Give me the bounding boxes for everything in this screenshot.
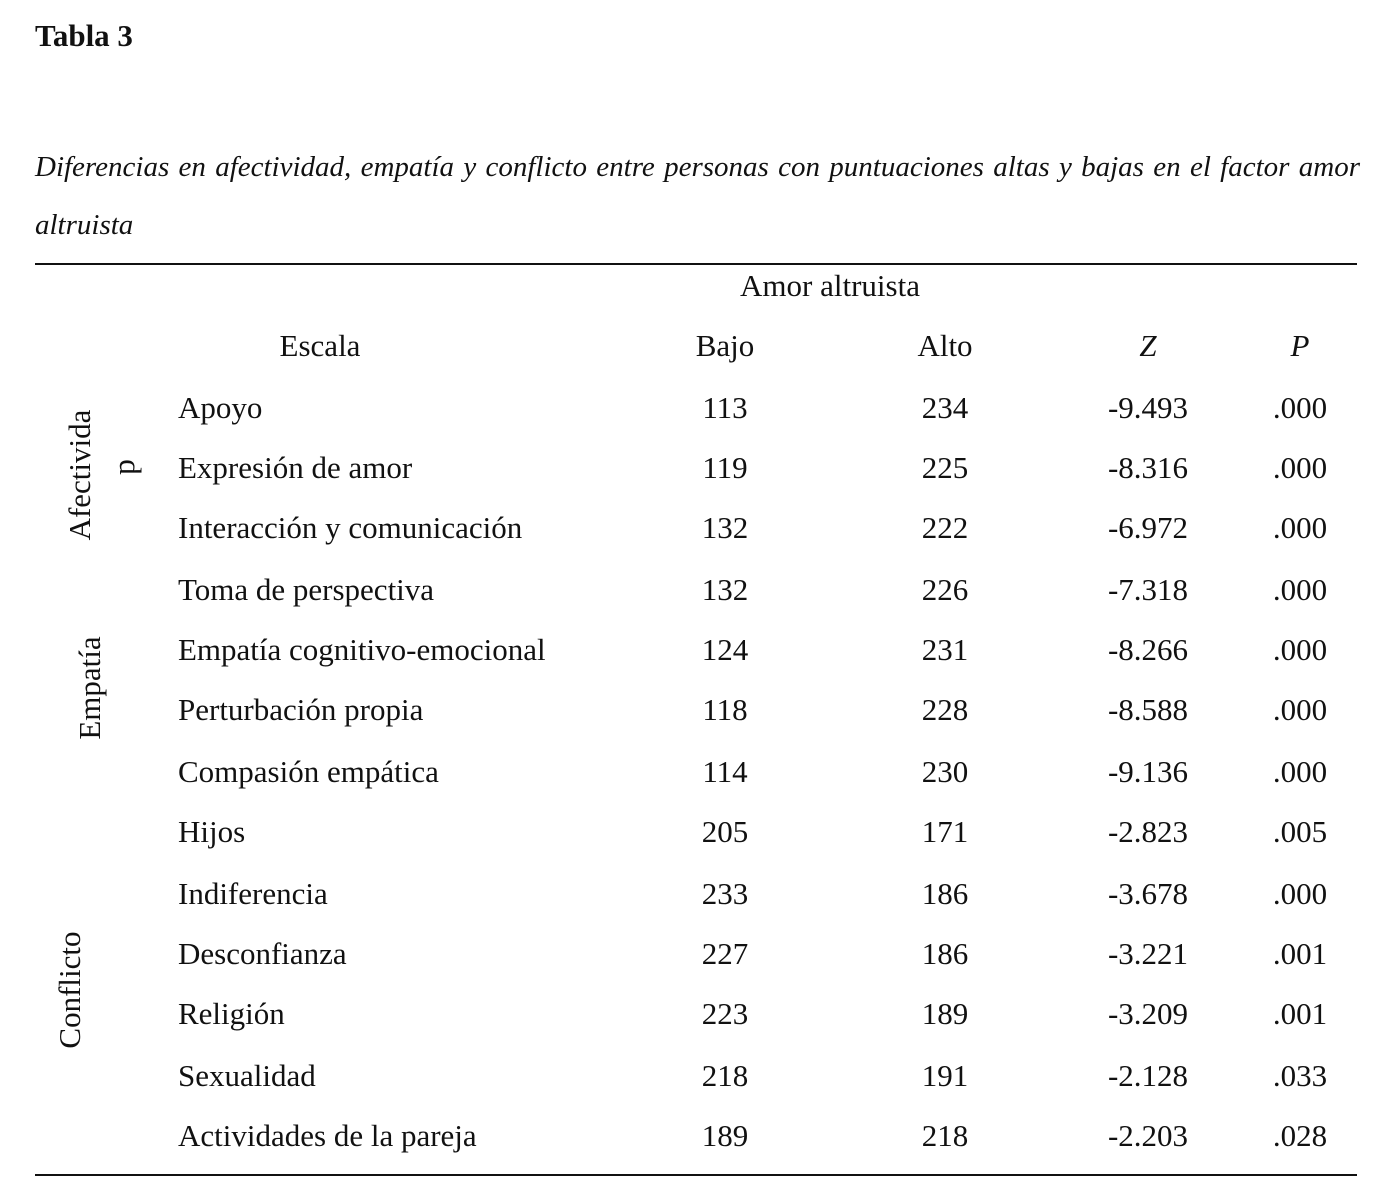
- cell-escala: Desconfianza: [178, 936, 347, 971]
- table-row: [0, 1056, 1374, 1096]
- table-row: [0, 690, 1374, 730]
- cell-z: -9.136: [1107, 754, 1189, 789]
- cell-p: .000: [1272, 390, 1328, 425]
- spanner-header: Amor altruista: [740, 268, 920, 303]
- cell-z: -3.221: [1107, 936, 1189, 971]
- group-label-afectividad: Afectivida: [62, 409, 97, 541]
- group-label-conflicto: Conflicto: [52, 931, 87, 1049]
- cell-escala: Apoyo: [178, 390, 263, 425]
- cell-alto: 189: [921, 996, 969, 1031]
- table-row: [0, 630, 1374, 670]
- cell-z: -8.588: [1107, 692, 1189, 727]
- cell-z: -7.318: [1107, 572, 1189, 607]
- header-bajo: Bajo: [695, 328, 755, 363]
- cell-z: -6.972: [1107, 510, 1189, 545]
- cell-z: -3.678: [1107, 876, 1189, 911]
- cell-escala: Perturbación propia: [178, 692, 424, 727]
- table-row: [0, 812, 1374, 852]
- cell-escala: Actividades de la pareja: [178, 1118, 477, 1153]
- cell-p: .000: [1272, 754, 1328, 789]
- cell-alto: 186: [921, 876, 969, 911]
- cell-escala: Toma de perspectiva: [178, 572, 435, 607]
- cell-bajo: 223: [701, 996, 749, 1031]
- cell-bajo: 114: [702, 754, 748, 789]
- table-row: [0, 934, 1374, 974]
- cell-bajo: 233: [701, 876, 749, 911]
- cell-p: .000: [1272, 510, 1328, 545]
- bottom-rule: [35, 1174, 1357, 1176]
- cell-p: .000: [1272, 572, 1328, 607]
- header-p: P: [1290, 328, 1310, 363]
- cell-escala: Sexualidad: [178, 1058, 316, 1093]
- cell-bajo: 132: [701, 572, 749, 607]
- table-row: [0, 752, 1374, 792]
- cell-p: .033: [1272, 1058, 1328, 1093]
- cell-p: .001: [1272, 936, 1328, 971]
- cell-z: -9.493: [1107, 390, 1189, 425]
- cell-p: .000: [1272, 876, 1328, 911]
- table-row: [0, 994, 1374, 1034]
- cell-escala: Empatía cognitivo-emocional: [178, 632, 546, 667]
- cell-z: -2.823: [1107, 814, 1189, 849]
- cell-p: .000: [1272, 450, 1328, 485]
- cell-escala: Expresión de amor: [178, 450, 413, 485]
- group-label-empatia: Empatía: [72, 636, 107, 740]
- cell-alto: 186: [921, 936, 969, 971]
- cell-z: -2.128: [1107, 1058, 1189, 1093]
- table-row: [0, 874, 1374, 914]
- cell-alto: 230: [921, 754, 969, 789]
- table-row: [0, 570, 1374, 610]
- table-label: Tabla 3: [35, 18, 133, 53]
- cell-alto: 171: [921, 814, 969, 849]
- cell-escala: Compasión empática: [178, 754, 439, 789]
- cell-alto: 222: [921, 510, 969, 545]
- cell-alto: 231: [921, 632, 969, 667]
- cell-alto: 226: [921, 572, 969, 607]
- cell-alto: 234: [921, 390, 969, 425]
- cell-bajo: 189: [701, 1118, 749, 1153]
- cell-bajo: 227: [701, 936, 749, 971]
- cell-z: -3.209: [1107, 996, 1189, 1031]
- cell-escala: Interacción y comunicación: [178, 510, 523, 545]
- cell-z: -8.316: [1107, 450, 1189, 485]
- cell-p: .005: [1272, 814, 1328, 849]
- cell-escala: Indiferencia: [178, 876, 328, 911]
- cell-z: -2.203: [1107, 1118, 1189, 1153]
- cell-bajo: 118: [702, 692, 748, 727]
- group-label-afectividad-tail: d: [113, 459, 148, 475]
- cell-alto: 191: [921, 1058, 969, 1093]
- top-rule: [35, 263, 1357, 265]
- cell-alto: 228: [921, 692, 969, 727]
- table-row: [0, 448, 1374, 488]
- cell-p: .000: [1272, 692, 1328, 727]
- cell-bajo: 218: [701, 1058, 749, 1093]
- cell-p: .028: [1272, 1118, 1328, 1153]
- cell-alto: 225: [921, 450, 969, 485]
- cell-bajo: 124: [701, 632, 749, 667]
- header-escala: Escala: [279, 328, 361, 363]
- cell-z: -8.266: [1107, 632, 1189, 667]
- cell-bajo: 132: [701, 510, 749, 545]
- table-row: [0, 1116, 1374, 1156]
- cell-p: .000: [1272, 632, 1328, 667]
- header-z: Z: [1139, 328, 1157, 363]
- cell-bajo: 119: [702, 450, 748, 485]
- table-caption: Diferencias en afectividad, empatía y conflicto entre personas con puntuaciones altas y bajas en el factor amor altruista: [35, 151, 1360, 241]
- cell-bajo: 113: [702, 390, 748, 425]
- cell-escala: Hijos: [178, 814, 246, 849]
- table-row: [0, 388, 1374, 428]
- cell-alto: 218: [921, 1118, 969, 1153]
- cell-p: .001: [1272, 996, 1328, 1031]
- header-alto: Alto: [917, 328, 973, 363]
- cell-bajo: 205: [701, 814, 749, 849]
- table-row: [0, 508, 1374, 548]
- cell-escala: Religión: [178, 996, 285, 1031]
